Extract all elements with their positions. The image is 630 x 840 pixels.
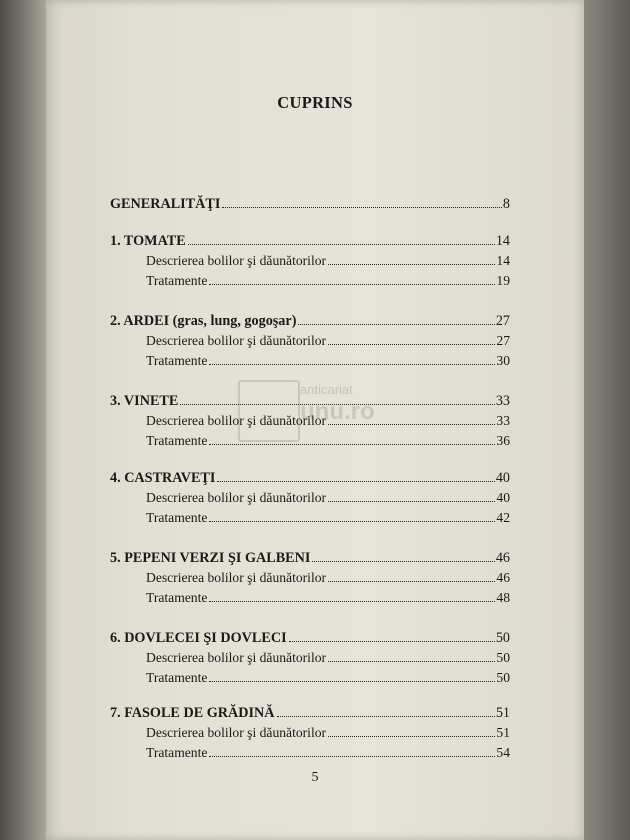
toc-leader-dots: [209, 756, 495, 757]
toc-entry-label: 1. TOMATE: [110, 233, 186, 249]
toc-section-entry: [110, 393, 510, 410]
toc-leader-dots: [277, 716, 495, 717]
book-spine-shadow: [0, 0, 46, 840]
watermark-line1: anticariat: [300, 382, 353, 397]
toc-leader-dots: [188, 244, 495, 245]
toc-leader-dots: [222, 207, 502, 208]
toc-page-number: 50: [496, 670, 510, 685]
toc-leader-dots: [180, 404, 494, 405]
toc-entry-label: Descrierea bolilor şi dăunătorilor: [146, 333, 327, 348]
toc-entry-label: Tratamente: [146, 353, 208, 368]
toc-page-number: 54: [496, 745, 510, 760]
toc-subentry: [110, 650, 510, 666]
toc-entry-label: Descrierea bolilor şi dăunătorilor: [146, 253, 327, 268]
toc-subentry: [110, 253, 510, 269]
watermark: [238, 380, 378, 440]
toc-subentry: [110, 333, 510, 349]
toc-page-number: 46: [496, 570, 510, 585]
toc-leader-dots: [209, 284, 495, 285]
toc-subentry: [110, 745, 510, 761]
toc-subentry: [110, 413, 510, 429]
toc-page-number: 8: [502, 196, 510, 212]
toc-page-number: 30: [496, 353, 510, 368]
toc-leader-dots: [328, 264, 495, 265]
toc-entry-label: Descrierea bolilor şi dăunătorilor: [146, 725, 327, 740]
page-number: 5: [311, 770, 319, 785]
toc-entry-label: 4. CASTRAVEŢI: [110, 470, 216, 486]
toc-subentry: [110, 510, 510, 526]
toc-entry-label: Tratamente: [146, 433, 208, 448]
toc-page-number: 19: [496, 273, 510, 288]
toc-leader-dots: [209, 364, 495, 365]
watermark-line2: unu.ro: [300, 398, 375, 425]
toc-subentry: [110, 570, 510, 586]
toc-entry-label: Tratamente: [146, 590, 208, 605]
toc-subentry: [110, 725, 510, 741]
toc-entry-label: 7. FASOLE DE GRĂDINĂ: [110, 705, 275, 721]
book-edge: [584, 0, 630, 840]
toc-subentry: [110, 590, 510, 606]
toc-leader-dots: [328, 736, 495, 737]
toc-entry-label: 2. ARDEI (gras, lung, gogoşar): [110, 313, 297, 329]
toc-leader-dots: [217, 481, 494, 482]
toc-page-number: 27: [496, 333, 510, 348]
toc-page-number: 51: [496, 725, 510, 740]
toc-section-entry: [110, 233, 510, 250]
toc-entry-label: Tratamente: [146, 273, 208, 288]
toc-page-number: 40: [496, 490, 510, 505]
toc-leader-dots: [209, 444, 495, 445]
toc-section-entry: [110, 550, 510, 567]
toc-page-number: 50: [496, 650, 510, 665]
toc-entry-label: Tratamente: [146, 670, 208, 685]
toc-leader-dots: [328, 344, 495, 345]
toc-section-entry: [110, 630, 510, 647]
toc-leader-dots: [328, 661, 495, 662]
toc-leader-dots: [298, 324, 494, 325]
toc-page-number: 36: [496, 433, 510, 448]
toc-section-entry: [110, 196, 510, 213]
toc-entry-label: Descrierea bolilor şi dăunătorilor: [146, 413, 327, 428]
toc-leader-dots: [289, 641, 495, 642]
toc-entry-label: Descrierea bolilor şi dăunătorilor: [146, 650, 327, 665]
toc-page-number: 27: [495, 313, 510, 329]
toc-subentry: [110, 433, 510, 449]
toc-page-number: 48: [496, 590, 510, 605]
toc-page-number: 14: [495, 233, 510, 249]
toc-page-number: 42: [496, 510, 510, 525]
toc-section-entry: [110, 470, 510, 487]
toc-section-entry: [110, 313, 510, 330]
page-title: CUPRINS: [277, 93, 353, 112]
toc-subentry: [110, 273, 510, 289]
toc-page-number: 50: [495, 630, 510, 646]
toc-page-number: 46: [495, 550, 510, 566]
toc-entry-label: GENERALITĂŢI: [110, 196, 221, 212]
toc-leader-dots: [209, 681, 495, 682]
toc-page-number: 33: [496, 413, 510, 428]
toc-entry-label: 6. DOVLECEI ŞI DOVLECI: [110, 630, 287, 646]
toc-entry-label: 3. VINETE: [110, 393, 179, 409]
toc-page-number: 33: [495, 393, 510, 409]
toc-entry-label: Tratamente: [146, 745, 208, 760]
toc-page-number: 40: [495, 470, 510, 486]
toc-leader-dots: [328, 501, 495, 502]
toc-page-number: 51: [495, 705, 510, 721]
toc-page-number: 14: [496, 253, 510, 268]
toc-subentry: [110, 490, 510, 506]
toc-leader-dots: [328, 581, 495, 582]
toc-entry-label: Descrierea bolilor şi dăunătorilor: [146, 570, 327, 585]
toc-entry-label: Descrierea bolilor şi dăunătorilor: [146, 490, 327, 505]
toc-entry-label: 5. PEPENI VERZI ŞI GALBENI: [110, 550, 311, 566]
toc-leader-dots: [209, 521, 495, 522]
toc-leader-dots: [209, 601, 495, 602]
toc-entry-label: Tratamente: [146, 510, 208, 525]
toc-subentry: [110, 353, 510, 369]
toc-leader-dots: [328, 424, 495, 425]
toc-leader-dots: [312, 561, 494, 562]
toc-section-entry: [110, 705, 510, 722]
toc-subentry: [110, 670, 510, 686]
